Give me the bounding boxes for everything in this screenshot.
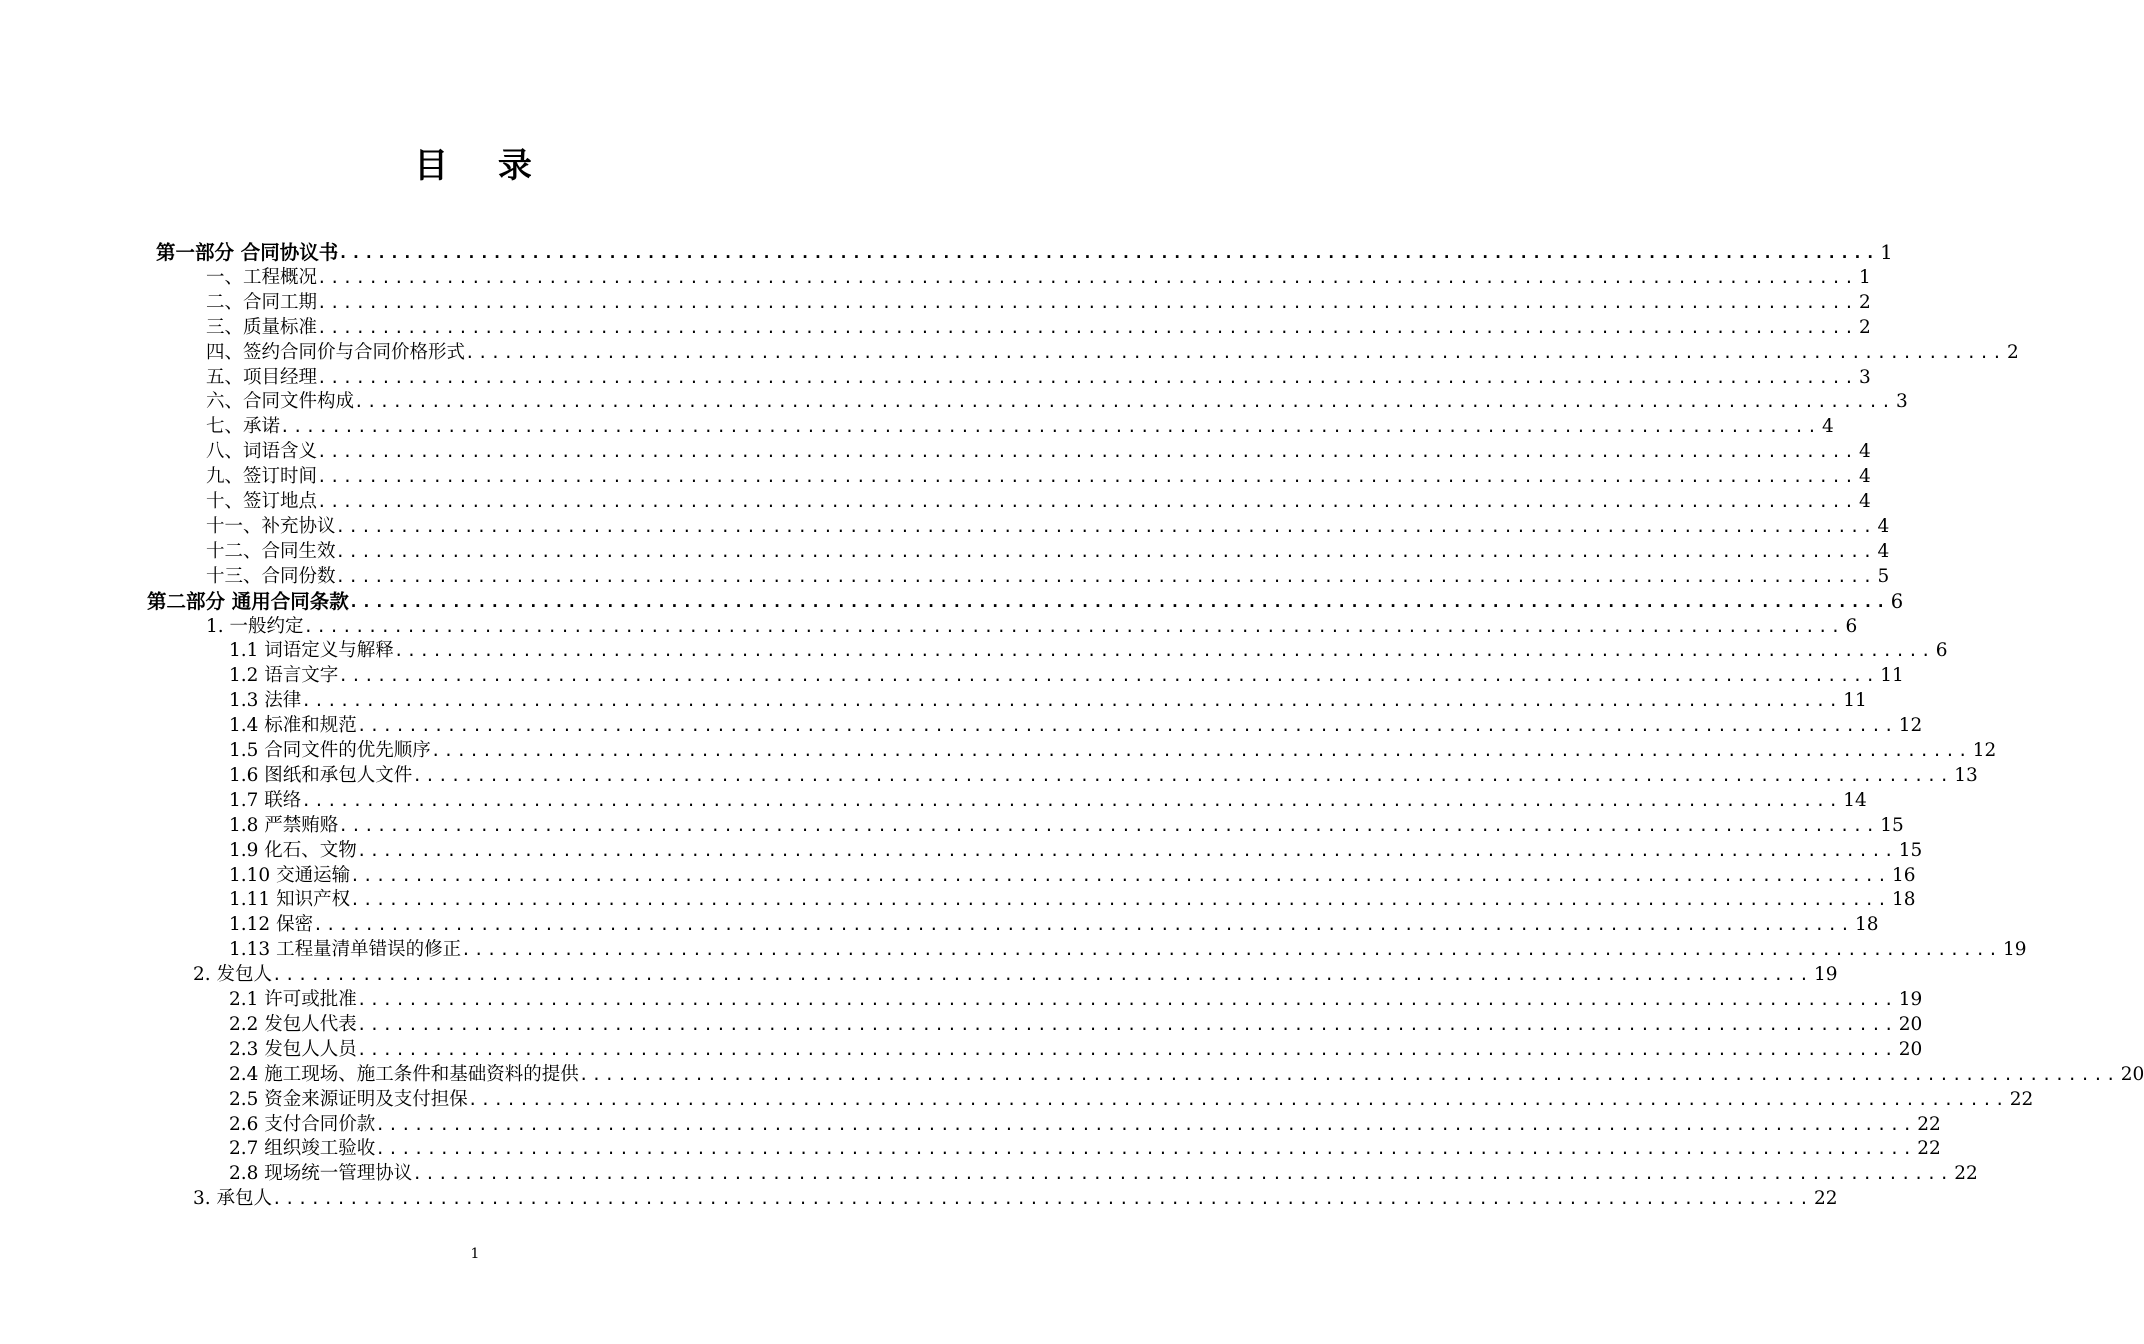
toc-entry[interactable] (206, 514, 1890, 539)
toc-entry-page: 11 (1843, 690, 1867, 712)
toc-entry-page: 15 (1880, 814, 1904, 836)
toc-leader-dots: ........................................................................................................................ (335, 541, 1876, 561)
toc-entry-page: 11 (1880, 665, 1904, 687)
toc-entry-page: 4 (1877, 540, 1890, 562)
toc-entry-label: 1.1 词语定义与解释 (229, 640, 394, 662)
toc-entry[interactable] (229, 788, 1867, 813)
toc-entry[interactable] (229, 1112, 1941, 1137)
toc-leader-dots: ........................................................................................................................ (356, 1039, 1897, 1059)
toc-entry-label: 1.7 联络 (229, 789, 302, 811)
toc-entry[interactable] (229, 688, 1867, 713)
toc-entry[interactable] (229, 738, 1997, 763)
toc-entry[interactable] (229, 713, 1923, 738)
toc-entry-label: 1.12 保密 (229, 914, 314, 936)
toc-leader-dots: ........................................................................................................................ (280, 417, 1820, 437)
toc-entry-page: 1 (1880, 241, 1893, 264)
toc-entry-label: 九、签订时间 (206, 466, 318, 488)
toc-entry-label: 十一、补充协议 (206, 515, 336, 537)
toc-entry-page: 20 (2120, 1063, 2144, 1085)
toc-entry-label: 1.4 标准和规范 (229, 715, 357, 737)
toc-leader-dots: ........................................................................................................................ (335, 566, 1876, 586)
toc-leader-dots: ........................................................................................................................ (301, 691, 1842, 711)
toc-entry-label: 2.3 发包人人员 (229, 1038, 357, 1060)
toc-entry-label: 十二、合同生效 (206, 540, 336, 562)
toc-entry-page: 15 (1898, 839, 1923, 861)
toc-entry[interactable] (229, 663, 1904, 688)
toc-entry-label: 1.9 化石、文物 (229, 839, 357, 861)
toc-entry-page: 5 (1877, 565, 1890, 587)
toc-entry-page: 13 (1954, 764, 1978, 786)
toc-entry-label: 1.11 知识产权 (229, 889, 351, 911)
toc-entry-label: 1.5 合同文件的优先顺序 (229, 740, 431, 761)
toc-leader-dots: ........................................................................................................................ (350, 865, 1891, 885)
toc-entry-label: 第一部分 合同协议书 (156, 241, 339, 264)
toc-entry-page: 18 (1892, 889, 1916, 911)
toc-entry-page: 3 (1895, 391, 1908, 413)
toc-leader-dots: ........................................................................................................................ (465, 342, 2005, 362)
toc-entry-label: 1.8 严禁贿赂 (229, 814, 339, 836)
toc-entry[interactable] (229, 1087, 2034, 1112)
page-number: 1 (470, 1246, 480, 1262)
toc-entry[interactable] (229, 763, 1978, 788)
toc-leader-dots: ........................................................................................................................ (467, 1089, 2008, 1109)
toc-entry-label: 2.7 组织竣工验收 (229, 1138, 376, 1160)
toc-entry-label: 1.3 法律 (229, 690, 302, 712)
toc-entry[interactable] (193, 962, 1838, 987)
toc-entry[interactable] (229, 887, 1916, 912)
toc-entry[interactable] (229, 1136, 1941, 1161)
toc-entry-page: 12 (1972, 740, 1997, 761)
toc-entry[interactable] (229, 1161, 1978, 1186)
toc-entry-page: 2 (1858, 291, 1871, 313)
toc-part-entry[interactable] (147, 589, 1904, 614)
toc-entry-label: 十三、合同份数 (206, 565, 336, 587)
toc-leader-dots: ........................................................................................................................ (317, 492, 1857, 511)
toc-entry-page: 4 (1858, 491, 1871, 512)
toc-leader-dots: ........................................................................................................................ (313, 915, 1854, 935)
toc-leader-dots: ........................................................................................................................ (348, 591, 1889, 611)
toc-leader-dots: ........................................................................................................................ (317, 467, 1857, 487)
toc-entry[interactable] (206, 290, 1871, 315)
toc-entry-label: 1.10 交通运输 (229, 864, 351, 886)
toc-entry-label: 2.2 发包人代表 (229, 1013, 357, 1035)
toc-leader-dots: ........................................................................................................................ (578, 1064, 2119, 1084)
toc-leader-dots: ........................................................................................................................ (317, 267, 1857, 287)
toc-entry[interactable] (229, 838, 1923, 863)
toc-leader-dots: ........................................................................................................................ (272, 1189, 1812, 1209)
toc-leader-dots: ........................................................................................................................ (335, 516, 1876, 536)
toc-entry-label: 2. 发包人 (193, 964, 273, 986)
toc-entry-label: 1. 一般约定 (206, 615, 304, 637)
toc-entry-label: 1.6 图纸和承包人文件 (229, 764, 413, 786)
toc-entry-label: 四、签约合同价与合同价格形式 (206, 341, 466, 363)
toc-entry-page: 22 (2009, 1088, 2034, 1110)
toc-leader-dots: ........................................................................................................................ (356, 1014, 1897, 1034)
toc-part-entry[interactable] (156, 240, 1893, 265)
toc-entry-label: 3. 承包人 (193, 1188, 273, 1210)
toc-entry-page: 6 (1845, 615, 1858, 637)
toc-entry-page: 3 (1858, 366, 1871, 388)
toc-entry[interactable] (229, 987, 1923, 1012)
toc-leader-dots: ........................................................................................................................ (338, 666, 1879, 686)
toc-leader-dots: ........................................................................................................................ (356, 990, 1897, 1009)
toc-entry-label: 十、签订地点 (206, 491, 318, 512)
toc-entry[interactable] (229, 813, 1904, 838)
toc-entry-label: 三、质量标准 (206, 316, 318, 338)
toc-entry[interactable] (229, 1012, 1923, 1037)
toc-leader-dots: ........................................................................................................................ (393, 641, 1934, 661)
toc-entry-page: 22 (1813, 1188, 1838, 1210)
toc-entry[interactable] (206, 414, 1834, 439)
toc-leader-dots: ........................................................................................................................ (338, 815, 1879, 835)
toc-entry-label: 2.6 支付合同价款 (229, 1113, 376, 1135)
page-title: 目 录 (414, 146, 536, 186)
toc-entry-page: 4 (1858, 441, 1871, 463)
toc-entry[interactable] (229, 937, 2027, 962)
toc-entry[interactable] (229, 1037, 1923, 1062)
toc-entry[interactable] (206, 439, 1871, 464)
toc-leader-dots: ........................................................................................................................ (272, 965, 1812, 985)
toc-entry[interactable] (206, 265, 1871, 290)
toc-entry-page: 20 (1898, 1038, 1923, 1060)
toc-entry-page: 2 (1858, 316, 1871, 338)
toc-entry-page: 12 (1898, 715, 1923, 737)
toc-entry-label: 八、词语含义 (206, 441, 318, 463)
toc-entry[interactable] (229, 638, 1948, 663)
toc-entry-label: 2.1 许可或批准 (229, 989, 357, 1010)
toc-entry-page: 1 (1858, 266, 1871, 288)
toc-entry-page: 22 (1954, 1163, 1978, 1185)
toc-leader-dots: ........................................................................................................................ (375, 1114, 1916, 1134)
toc-entry[interactable] (206, 365, 1871, 390)
toc-leader-dots: ........................................................................................................................ (356, 840, 1897, 860)
toc-leader-dots: ........................................................................................................................ (350, 890, 1891, 910)
toc-entry[interactable] (206, 614, 1858, 639)
toc-entry-page: 2 (2006, 341, 2019, 363)
toc-leader-dots: ........................................................................................................................ (412, 765, 1953, 785)
toc-leader-dots: ........................................................................................................................ (317, 367, 1857, 387)
toc-entry-page: 20 (1898, 1013, 1923, 1035)
toc-leader-dots: ........................................................................................................................ (338, 243, 1879, 262)
toc-entry-label: 二、合同工期 (206, 291, 318, 313)
toc-entry-page: 18 (1855, 914, 1879, 936)
toc-entry-page: 22 (1917, 1113, 1941, 1135)
toc-entry[interactable] (206, 489, 1871, 514)
toc-leader-dots: ........................................................................................................................ (317, 292, 1857, 312)
toc-entry-page: 4 (1821, 416, 1834, 438)
toc-entry-page: 6 (1935, 640, 1948, 662)
toc-leader-dots: ........................................................................................................................ (430, 741, 1971, 760)
toc-leader-dots: ........................................................................................................................ (412, 1164, 1953, 1184)
toc-leader-dots: ........................................................................................................................ (317, 442, 1857, 462)
toc-leader-dots: ........................................................................................................................ (301, 790, 1842, 810)
toc-leader-dots: ........................................................................................................................ (317, 317, 1857, 337)
toc-entry-label: 1.2 语言文字 (229, 665, 339, 687)
toc-leader-dots: ........................................................................................................................ (303, 616, 1844, 636)
toc-entry-page: 4 (1858, 466, 1871, 488)
toc-entry-label: 第二部分 通用合同条款 (147, 589, 349, 613)
toc-entry-label: 五、项目经理 (206, 366, 318, 388)
toc-entry[interactable] (193, 1186, 1838, 1211)
toc-leader-dots: ........................................................................................................................ (354, 392, 1894, 412)
toc-entry[interactable] (206, 464, 1871, 489)
toc-entry-page: 4 (1877, 515, 1890, 537)
toc-entry-page: 19 (1898, 989, 1923, 1010)
toc-leader-dots: ........................................................................................................................ (461, 940, 2002, 960)
toc-entry-page: 14 (1843, 789, 1867, 811)
toc-entry-label: 2.4 施工现场、施工条件和基础资料的提供 (229, 1063, 579, 1085)
toc-entry[interactable] (229, 912, 1879, 937)
toc-entry[interactable] (206, 315, 1871, 340)
toc-entry[interactable] (206, 539, 1890, 564)
toc-entry-page: 19 (2003, 939, 2027, 961)
toc-entry-page: 22 (1917, 1138, 1941, 1160)
toc-entry-page: 19 (1813, 964, 1838, 986)
toc-entry[interactable] (206, 564, 1890, 589)
toc-leader-dots: ........................................................................................................................ (356, 716, 1897, 736)
toc-entry-label: 一、工程概况 (206, 266, 318, 288)
toc-entry-label: 七、承诺 (206, 416, 281, 438)
toc-leader-dots: ........................................................................................................................ (375, 1139, 1916, 1159)
toc-entry-page: 16 (1892, 864, 1916, 886)
toc-entry-label: 六、合同文件构成 (206, 391, 355, 413)
toc-entry-label: 2.5 资金来源证明及支付担保 (229, 1088, 468, 1110)
toc-entry[interactable] (229, 1062, 2144, 1087)
toc-entry[interactable] (229, 863, 1916, 888)
toc-entry[interactable] (206, 340, 2019, 365)
toc-entry-label: 1.13 工程量清单错误的修正 (229, 939, 462, 961)
toc-entry-page: 6 (1890, 589, 1904, 613)
toc-entry-label: 2.8 现场统一管理协议 (229, 1163, 413, 1185)
toc-entry[interactable] (206, 389, 1908, 414)
